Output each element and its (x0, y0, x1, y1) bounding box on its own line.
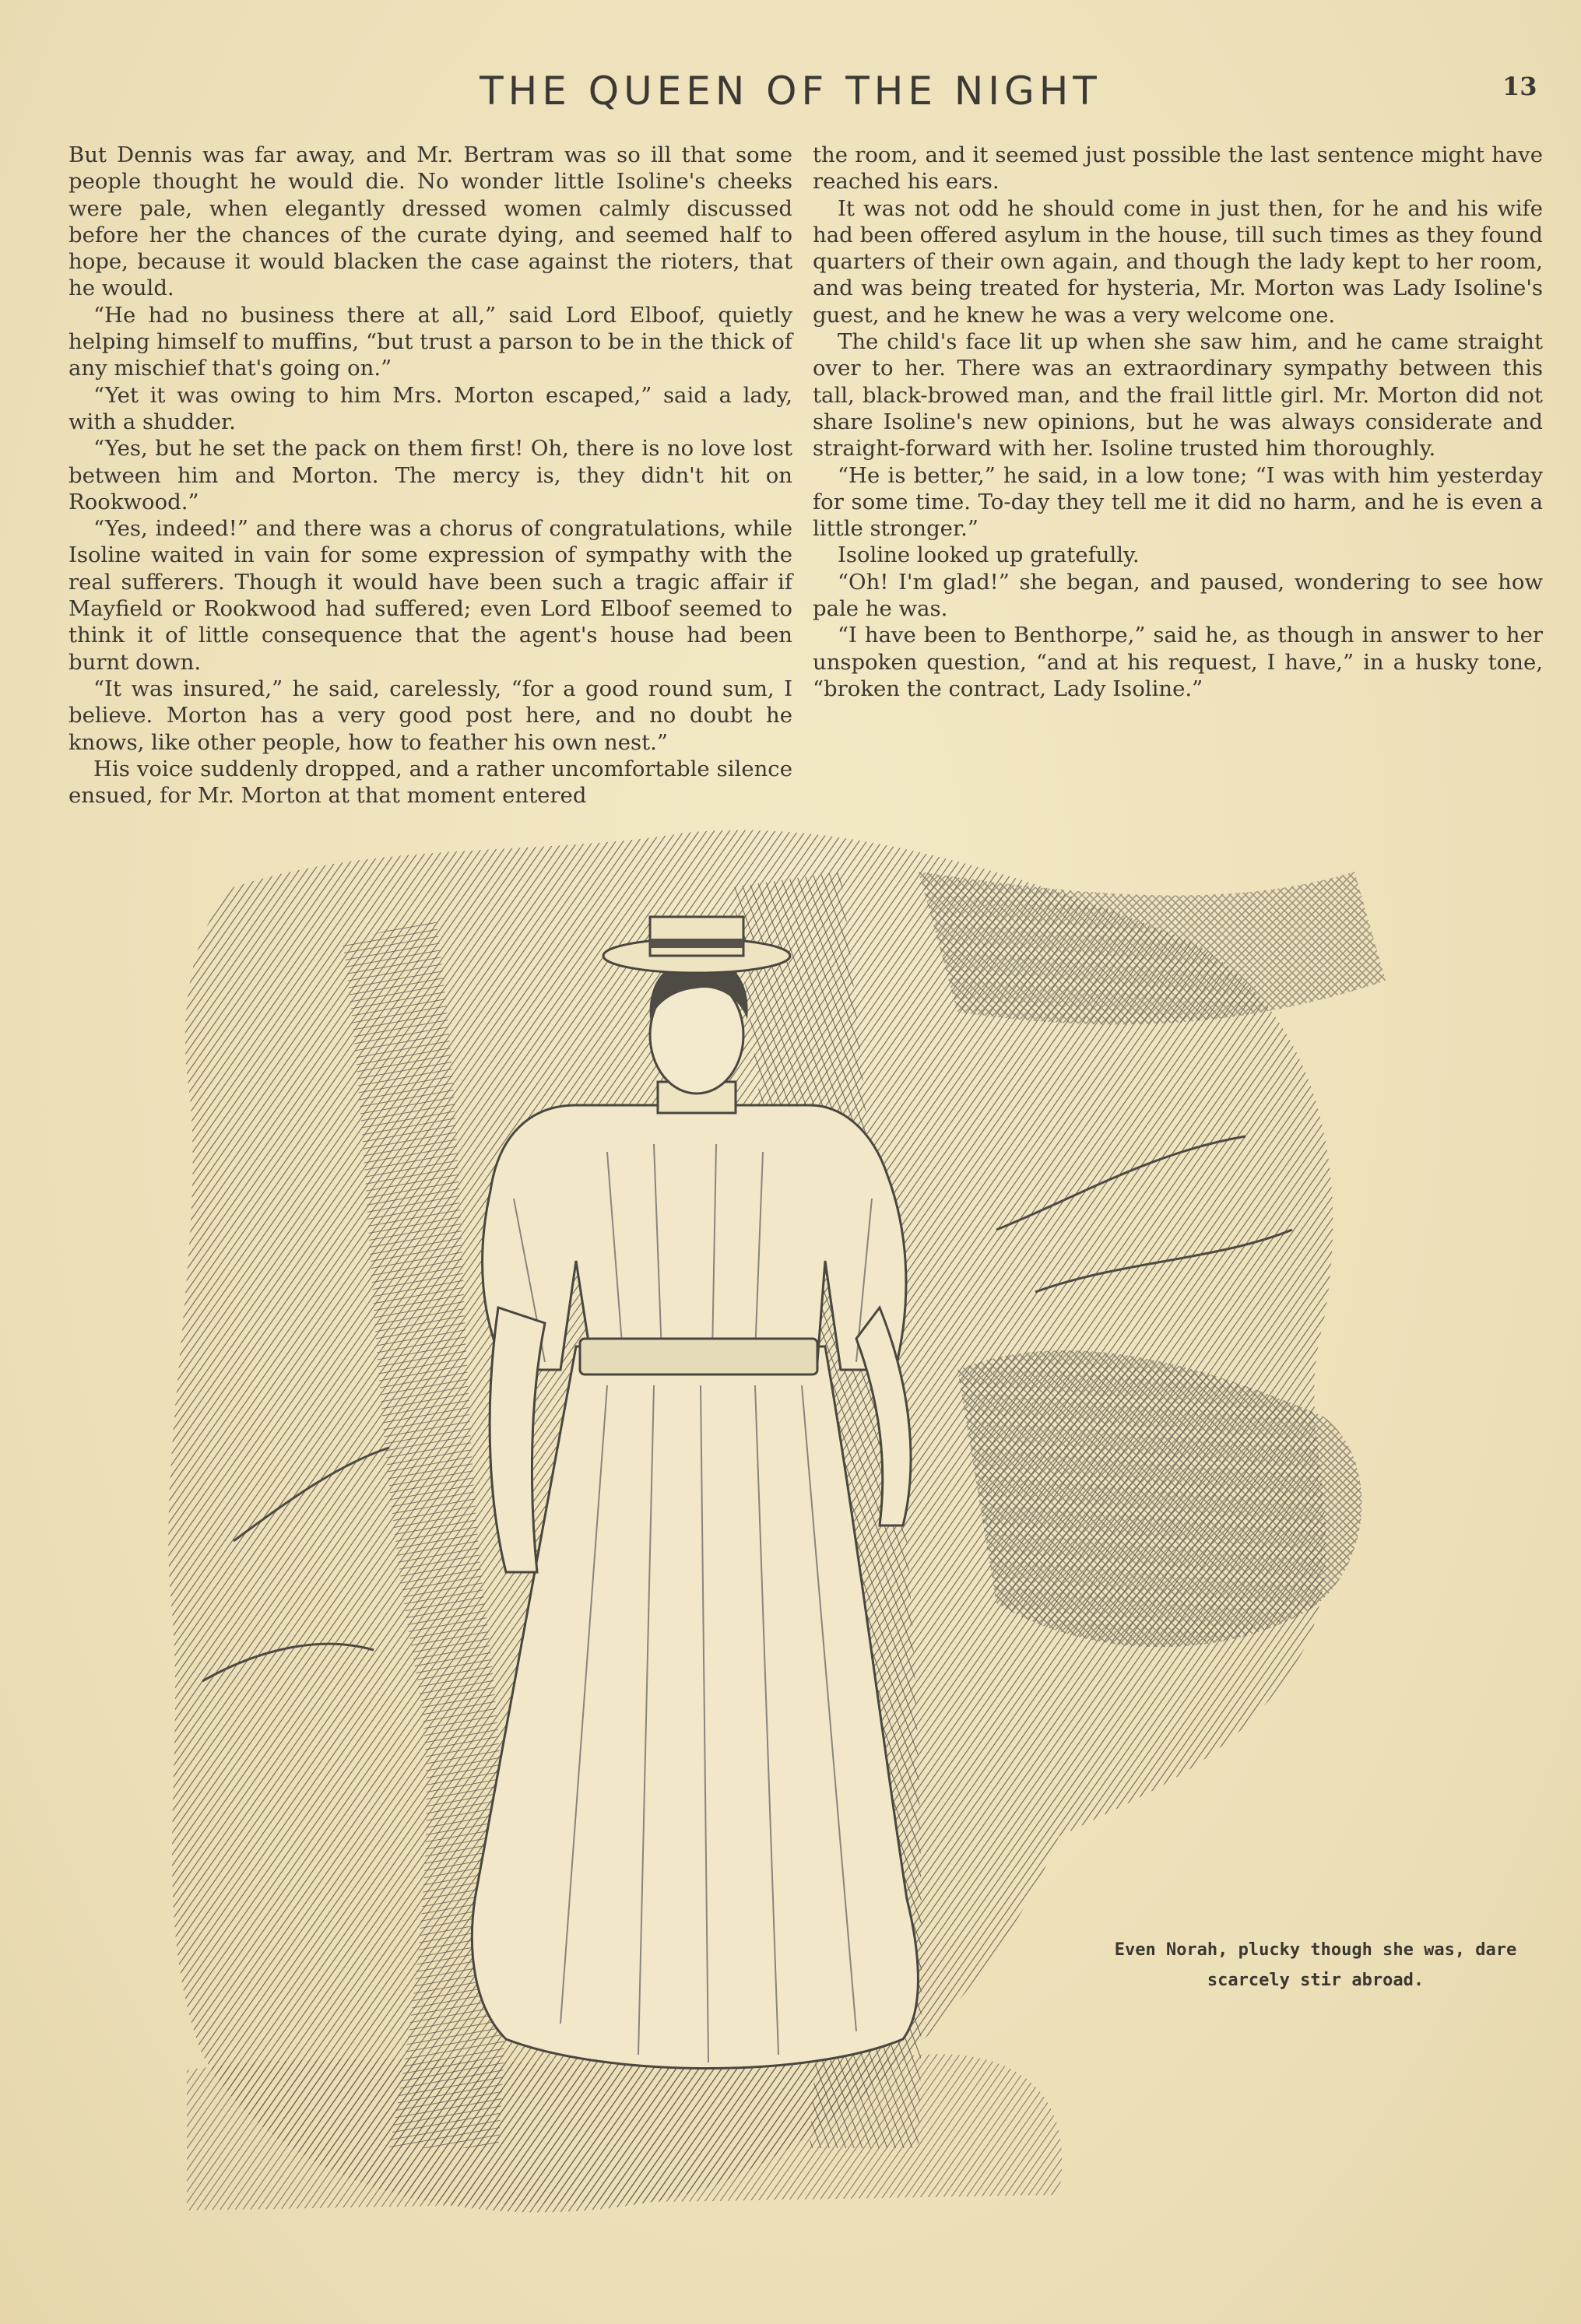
paragraph: “He is better,” he said, in a low tone; “I was with him yesterday for some time. To-day they tell me it did no harm, and he is even a little stronger.” (813, 462, 1543, 542)
paragraph: “Yes, indeed!” and there was a chorus of congratulations, while Isoline waited in vain for some expression of sympathy with the real sufferers. Though it would have been such a tragic affair if Mayfield or Rookwood had suffered; even Lord Elboof seemed to think it of little consequence that the agent's house had been burnt down. (69, 516, 792, 675)
illustration-engraving (140, 825, 1463, 2273)
paragraph: the room, and it seemed just possible the last sentence might have reached his ears. (813, 142, 1543, 195)
paragraph: The child's face lit up when she saw him, and he came straight over to her. There was an extraordinary sympathy between this tall, black-browed man, and the frail little girl. Mr. Morton did not share Isoline's new opinions, but he was always considerate and straight-forward with her. Isoline trusted him thoroughly. (813, 329, 1543, 462)
hat-crown (650, 917, 743, 956)
paragraph: “Oh! I'm glad!” she began, and paused, wondering to see how pale he was. (813, 569, 1543, 622)
paragraph: “Yet it was owing to him Mrs. Morton escaped,” said a lady, with a shudder. (69, 382, 792, 434)
paragraph: His voice suddenly dropped, and a rather uncomfortable silence ensued, for Mr. Morton at that moment entered (69, 756, 792, 809)
paragraph: It was not odd he should come in just then, for he and his wife had been offered asylum in the house, till such times as they found quarters of their own again, and though the lady kept to her room, and was being treated for hysteria, Mr. Morton was Lady Isoline's guest, and he knew he was a very welcome one. (813, 195, 1543, 328)
belt (580, 1339, 817, 1374)
paragraph: “He had no business there at all,” said Lord Elboof, quietly helping himself to muffins, “but trust a parson to be in the thick of any mischief that's going on.” (69, 302, 792, 381)
left-column (69, 142, 792, 809)
illustration-caption: Even Norah, plucky though she was, dare scarcely stir abroad. (1114, 1940, 1517, 1990)
paragraph: But Dennis was far away, and Mr. Bertram was so ill that some people thought he would die. No wonder little Isoline's cheeks were pale, when elegantly dressed women calmly discussed before her the chances of the curate dying, and seemed half to hope, because it would blacken the case against the rioters, that he would. (69, 142, 792, 301)
hat-band (650, 939, 743, 948)
page-number: 13 (1502, 72, 1537, 101)
paragraph: “Yes, but he set the pack on them first! Oh, there is no love lost between him and Morton. The mercy is, they didn't hit on Rookwood.” (69, 436, 792, 514)
running-title: THE QUEEN OF THE NIGHT (480, 68, 1101, 114)
paragraph: “It was insured,” he said, carelessly, “for a good round sum, I believe. Morton has a very good post here, and no doubt he knows, like other people, how to feather his own nest.” (69, 676, 792, 755)
right-column (813, 142, 1543, 702)
paragraph: “I have been to Benthorpe,” said he, as though in answer to her unspoken question, “and at his request, I have,” in a husky tone, “broken the contract, Lady Isoline.” (813, 623, 1543, 701)
blouse (483, 1105, 906, 1370)
ground-grass (187, 2054, 1062, 2210)
distant-sky-hatching (919, 872, 1386, 1024)
paragraph: Isoline looked up gratefully. (838, 542, 1140, 568)
